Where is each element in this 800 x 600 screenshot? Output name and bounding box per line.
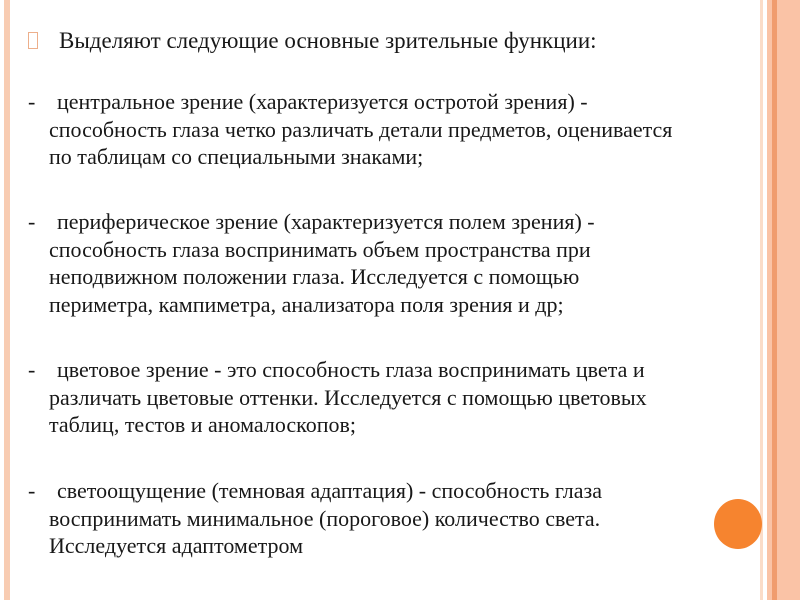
- bullet-item-peripheral-vision: [28, 208, 595, 318]
- dash-marker: -: [28, 209, 36, 234]
- bullet-line: таблиц, тестов и аномалоскопов;: [49, 412, 356, 437]
- bullet-text: [49, 477, 602, 560]
- orange-circle-decoration: [714, 499, 762, 549]
- dash-marker: -: [28, 89, 36, 114]
- bullet-line: воспринимать минимальное (пороговое) количество света.: [49, 505, 601, 531]
- bullet-item-color-vision: [28, 356, 647, 439]
- bullet-line: способность глаза четко различать детали предметов, оценивается: [49, 116, 673, 142]
- bullet-line: периметра, кампиметра, анализатора поля зрения и др;: [49, 291, 564, 317]
- dash-marker: -: [28, 357, 36, 382]
- bullet-item-central-vision: [28, 88, 672, 171]
- bullet-line: по таблицам со специальными знаками;: [49, 144, 424, 169]
- bullet-item-light-perception: [28, 477, 602, 560]
- right-accent-stripe-thin: [760, 0, 763, 600]
- bullet-line: Исследуется адаптометром: [49, 533, 303, 558]
- bullet-line: центральное зрение (характеризуется остротой зрения) -: [57, 89, 588, 114]
- bullet-text: [49, 208, 595, 318]
- bullet-text: [49, 88, 672, 171]
- bullet-line: различать цветовые оттенки. Исследуется с помощью цветовых: [49, 384, 647, 410]
- bullet-line: неподвижном положении глаза. Исследуется с помощью: [49, 264, 580, 289]
- right-accent-band: [777, 0, 800, 600]
- bullet-line: светоощущение (темновая адаптация) - способность глаза: [57, 478, 603, 503]
- left-accent-stripe: [4, 0, 10, 600]
- bullet-line: способность глаза воспринимать объем пространства при: [49, 236, 591, 262]
- square-bullet-icon: [28, 32, 38, 49]
- bullet-line: цветовое зрение - это способность глаза воспринимать цвета и: [57, 357, 645, 382]
- bullet-line: периферическое зрение (характеризуется полем зрения) -: [57, 209, 595, 234]
- dash-marker: -: [28, 478, 36, 503]
- slide-title: Выделяют следующие основные зрительные функции:: [59, 28, 597, 53]
- title-row: [28, 26, 597, 55]
- bullet-text: [49, 356, 647, 439]
